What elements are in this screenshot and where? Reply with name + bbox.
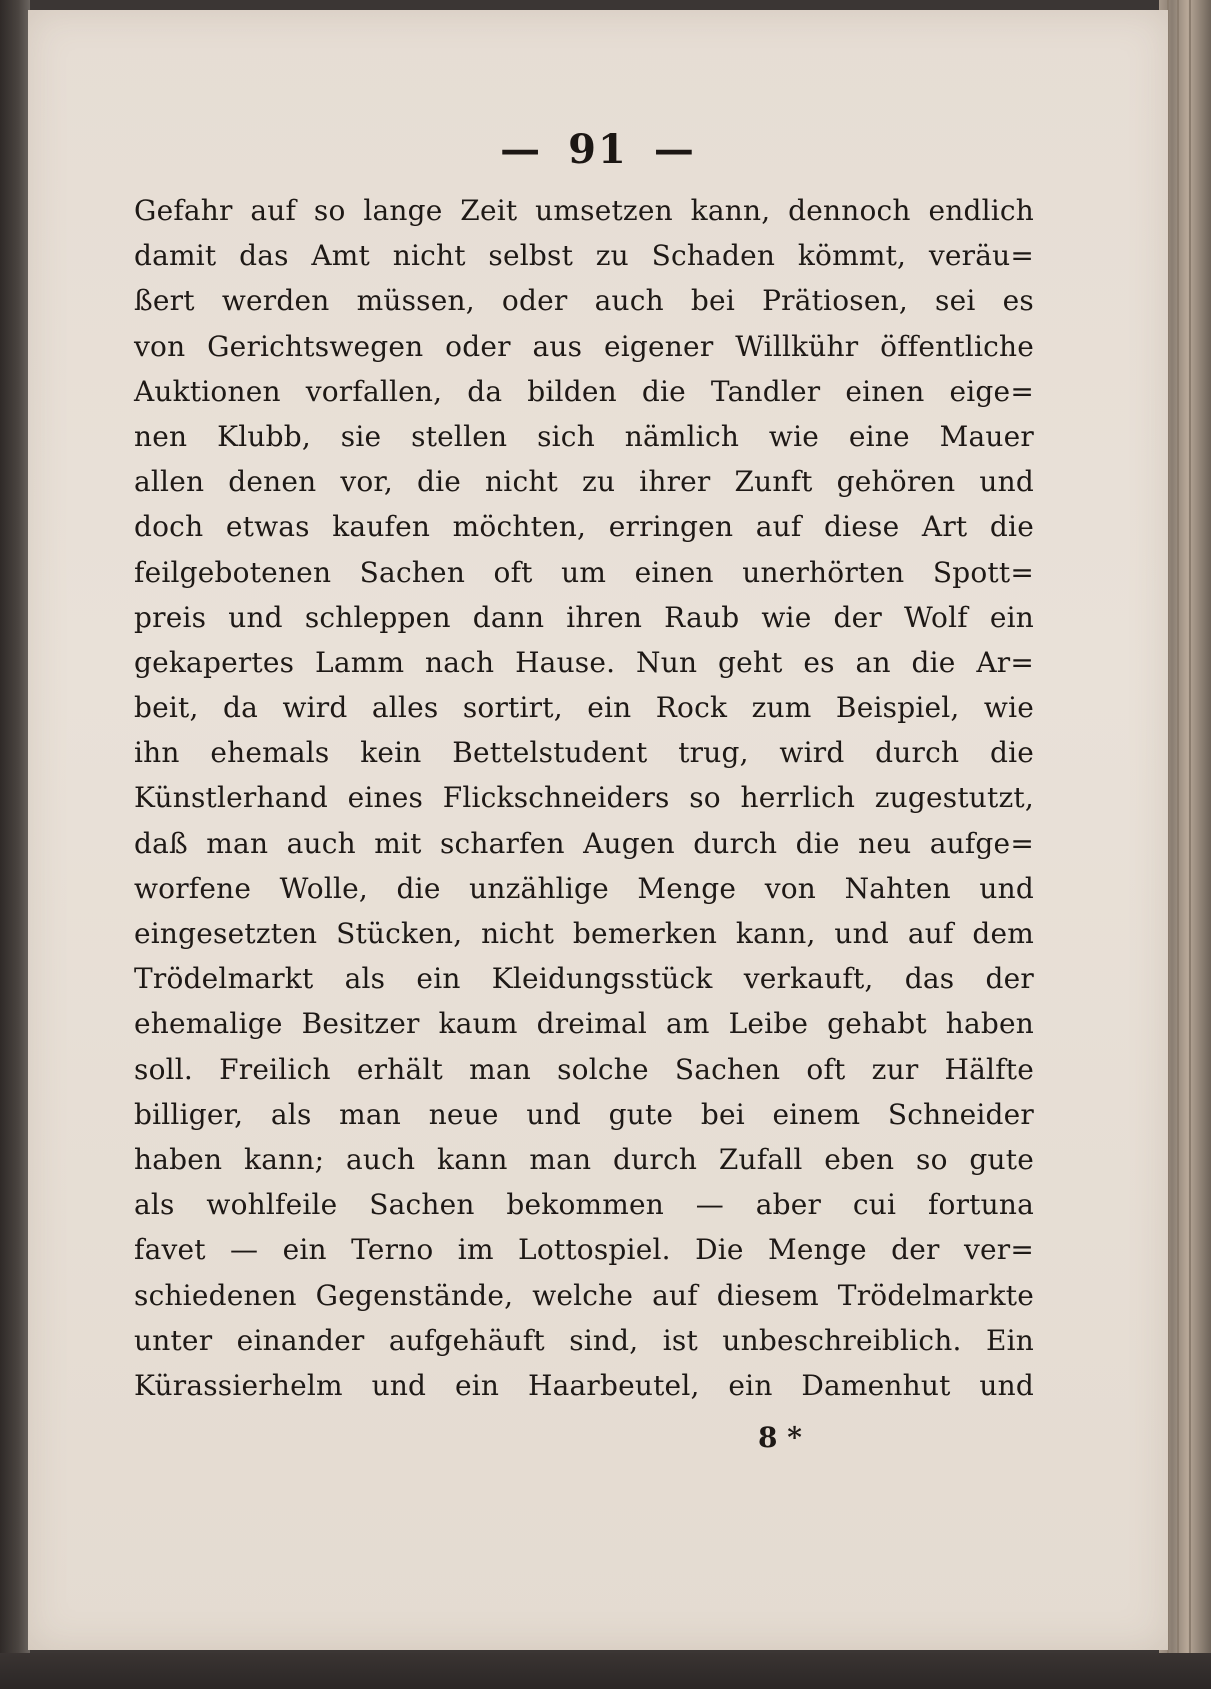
text-line: als wohlfeile Sachen bekommen — aber cui fortuna	[134, 1188, 1034, 1222]
text-line: haben kann; auch kann man durch Zufall eben so gute	[134, 1142, 1034, 1176]
text-line: feilgebotenen Sachen oft um einen unerhörten Spott=	[134, 555, 1034, 589]
text-line: eingesetzten Stücken, nicht bemerken kann, und auf dem	[134, 917, 1034, 950]
text-line: daß man auch mit scharfen Augen durch die neu aufge=	[134, 826, 1034, 860]
book-binding-left	[0, 0, 30, 1689]
text-line: nen Klubb, sie stellen sich nämlich wie eine Mauer	[134, 419, 1034, 453]
text-line: worfene Wolle, die unzählige Menge von Nahten und	[134, 871, 1034, 905]
signature-mark: 8 *	[758, 1421, 802, 1454]
text-line: Kürassierhelm und ein Haarbeutel, ein Damenhut und	[134, 1368, 1034, 1402]
header-dash-left: —	[500, 126, 543, 173]
text-line: preis und schleppen dann ihren Raub wie der Wolf ein	[134, 600, 1034, 634]
text-line: Gefahr auf so lange Zeit umsetzen kann, dennoch endlich	[134, 194, 1034, 227]
page-number: 91	[568, 126, 628, 173]
header-dash-right: —	[653, 126, 696, 173]
text-line: ihn ehemals kein Bettelstudent trug, wird durch die	[134, 736, 1034, 770]
text-line: doch etwas kaufen möchten, erringen auf diese Art die	[134, 510, 1034, 544]
text-line: beit, da wird alles sortirt, ein Rock zum Beispiel, wie	[134, 691, 1034, 725]
text-line: ßert werden müssen, oder auch bei Prätiosen, sei es	[134, 284, 1034, 318]
text-line: billiger, als man neue und gute bei einem Schneider	[134, 1097, 1034, 1131]
text-line: gekapertes Lamm nach Hause. Nun geht es an die Ar=	[134, 645, 1034, 679]
text-line: damit das Amt nicht selbst zu Schaden kömmt, veräu=	[134, 239, 1034, 273]
text-line: Künstlerhand eines Flickschneiders so herrlich zugestutzt,	[134, 781, 1034, 815]
text-line: favet — ein Terno im Lottospiel. Die Menge der ver=	[134, 1233, 1034, 1267]
book-page	[28, 10, 1168, 1650]
text-line: schiedenen Gegenstände, welche auf diesem Trödelmarkte	[134, 1278, 1034, 1312]
text-line: soll. Freilich erhält man solche Sachen oft zur Hälfte	[134, 1052, 1034, 1086]
text-line: Auktionen vorfallen, da bilden die Tandler einen eige=	[134, 374, 1034, 408]
text-line: von Gerichtswegen oder aus eigener Willkühr öffentliche	[134, 329, 1034, 363]
text-line: Trödelmarkt als ein Kleidungsstück verkauft, das der	[134, 962, 1034, 996]
text-line: ehemalige Besitzer kaum dreimal am Leibe gehabt haben	[134, 1007, 1034, 1041]
text-line: unter einander aufgehäuft sind, ist unbeschreiblich. Ein	[134, 1323, 1034, 1357]
text-line: allen denen vor, die nicht zu ihrer Zunft gehören und	[134, 465, 1034, 499]
body-text	[134, 188, 1034, 1408]
page-header	[28, 126, 1168, 173]
scan-bottom-edge	[0, 1653, 1211, 1689]
